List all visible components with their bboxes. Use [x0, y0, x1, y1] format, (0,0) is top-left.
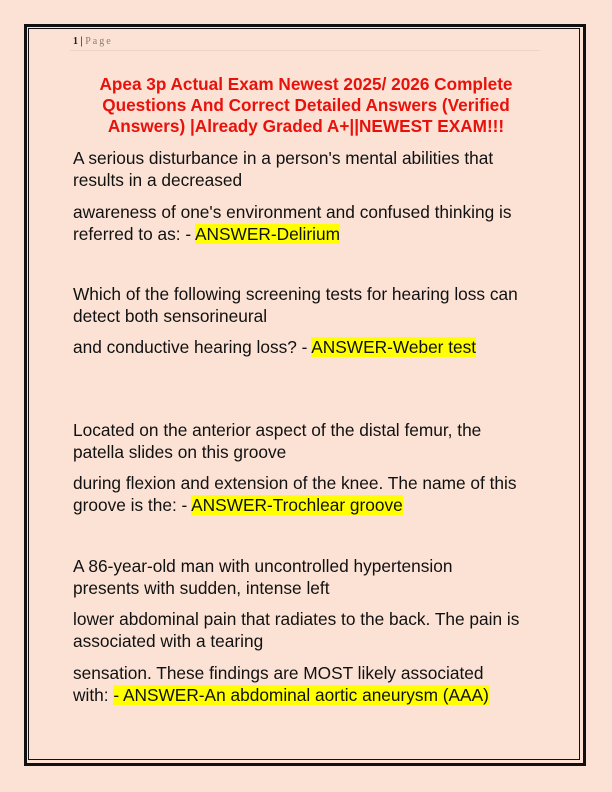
question-text: presents with sudden, intense left: [73, 578, 330, 598]
header-divider: [70, 50, 540, 51]
page-header: [73, 36, 113, 47]
question-text: and conductive hearing loss? -: [73, 337, 312, 357]
answer-highlight: ANSWER-Weber test: [311, 337, 477, 357]
title-line: Apea 3p Actual Exam Newest 2025/ 2026 Complete: [99, 74, 513, 94]
answer-highlight: ANSWER-Trochlear groove: [191, 495, 403, 515]
question-text: awareness of one's environment and confused thinking is: [73, 202, 512, 222]
question-text: referred to as: -: [73, 224, 195, 244]
answer-highlight: - ANSWER-An abdominal aortic aneurysm (AAA): [113, 685, 489, 705]
question-text: results in a decreased: [73, 170, 243, 190]
question-text: Located on the anterior aspect of the distal femur, the: [73, 420, 482, 440]
question-last-line: [73, 495, 403, 516]
title-line: Questions And Correct Detailed Answers (Verified: [102, 95, 510, 115]
question-text: with:: [73, 685, 114, 705]
question-text: patella slides on this groove: [73, 442, 287, 462]
question-text: A 86-year-old man with uncontrolled hypertension: [73, 556, 453, 576]
question-text: detect both sensorineural: [73, 306, 268, 326]
question-text: A serious disturbance in a person's mental abilities that: [73, 148, 494, 168]
page-label: Page: [85, 36, 113, 47]
question-last-line: [73, 224, 340, 245]
document-title: [60, 74, 552, 137]
question-text: associated with a tearing: [73, 631, 264, 651]
question-last-line: [73, 685, 489, 706]
question-text: during flexion and extension of the knee. The name of this: [73, 473, 517, 493]
page-number: 1: [73, 36, 78, 47]
question-last-line: [73, 337, 476, 358]
question-text: lower abdominal pain that radiates to the back. The pain is: [73, 609, 520, 629]
question-text: Which of the following screening tests for hearing loss can: [73, 284, 518, 304]
question-text: groove is the: -: [73, 495, 192, 515]
question-text: sensation. These findings are MOST likely associated: [73, 663, 484, 683]
header-separator: |: [80, 36, 83, 47]
answer-highlight: ANSWER-Delirium: [194, 224, 340, 244]
title-line: Answers) |Already Graded A+||NEWEST EXAM!!!: [107, 116, 505, 136]
